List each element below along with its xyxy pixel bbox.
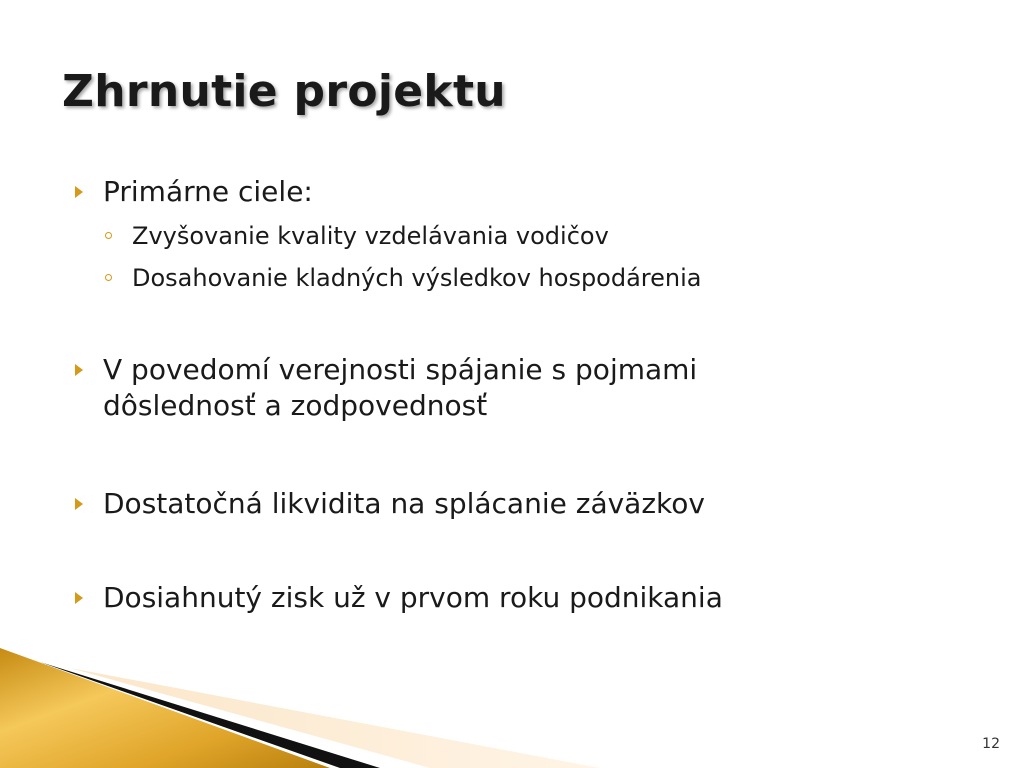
bullet-text-line1: V povedomí verejnosti spájanie s pojmami [103, 353, 698, 386]
triangle-bullet-icon [75, 592, 83, 604]
bullet-text: Dostatočná likvidita na splácanie záväzkov [103, 487, 705, 520]
bullet-item-primary-goals [103, 174, 923, 210]
page-number: 12 [982, 736, 1000, 752]
circle-bullet-icon [105, 274, 112, 281]
bullet-text-line2: dôslednosť a zodpovednosť [103, 389, 488, 422]
sub-bullet-item [132, 263, 702, 293]
sub-bullet-text: Dosahovanie kladných výsledkov hospodárenia [132, 264, 702, 292]
slide-title: Zhrnutie projektu [62, 66, 506, 117]
bullet-item-public-awareness [103, 352, 923, 424]
sub-bullet-item [132, 221, 609, 251]
triangle-bullet-icon [75, 186, 83, 198]
circle-bullet-icon [105, 232, 112, 239]
bullet-text: Dosiahnutý zisk už v prvom roku podnikania [103, 581, 723, 614]
bullet-text: Primárne ciele: [103, 175, 313, 208]
triangle-bullet-icon [75, 498, 83, 510]
bullet-item-liquidity [103, 486, 923, 522]
triangle-bullet-icon [75, 364, 83, 376]
sub-bullet-text: Zvyšovanie kvality vzdelávania vodičov [132, 222, 609, 250]
bullet-item-profit [103, 580, 923, 616]
